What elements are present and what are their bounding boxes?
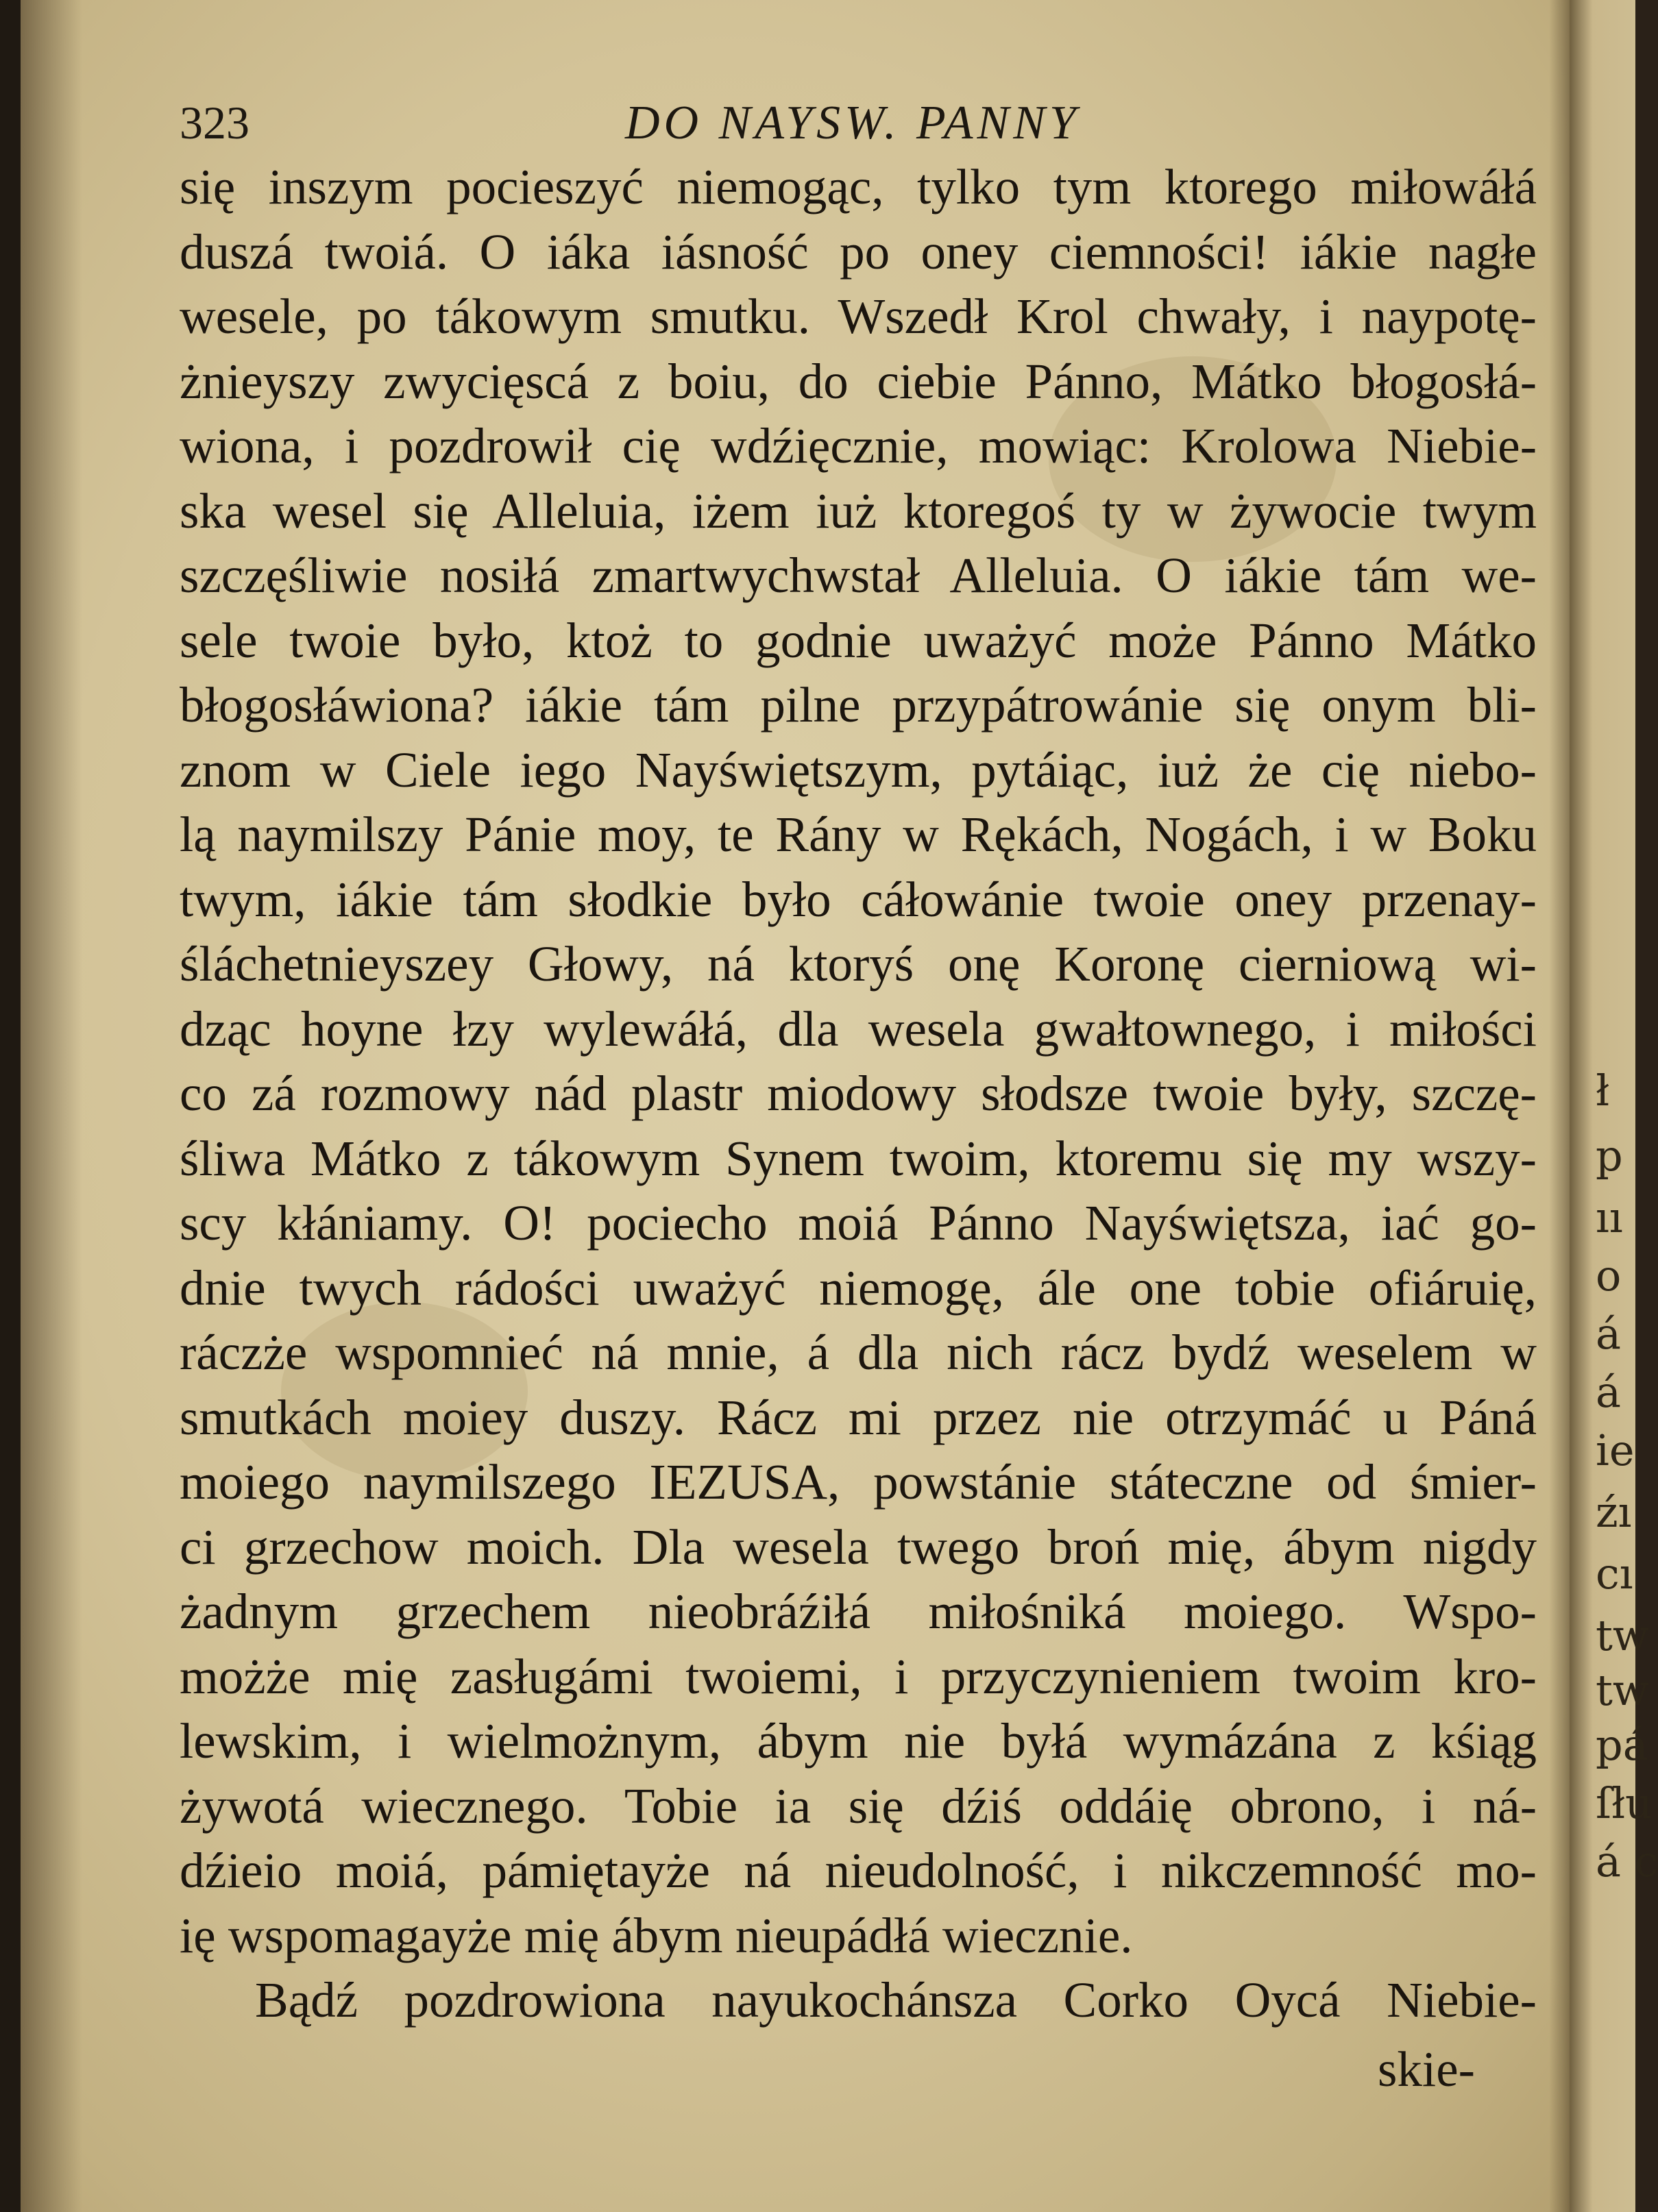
text-line: smutkách moiey duszy. Rácz mi przez nie otrzymáć u Páná <box>180 1389 1537 1445</box>
book-page <box>21 0 1597 2212</box>
adjacent-page-edge <box>1570 0 1658 2212</box>
text-line: znom w Ciele iego Nayświętszym, pytáiąc, iuż że cię niebo- <box>180 741 1537 798</box>
text-line: ię wspomagayże mię ábym nieupádłá wiecznie. <box>180 1907 1133 1963</box>
text-line: sele twoie było, ktoż to godnie uważyć może Pánno Mátko <box>180 612 1537 668</box>
running-head: DO NAYSW. PANNY <box>625 97 1080 149</box>
text-line: żywotá wiecznego. Tobie ia się dźiś oddáię obrono, i ná- <box>180 1778 1537 1834</box>
text-line: Bądź pozdrowiona nayukochánsza Corko Oycá Niebie- <box>255 1972 1537 2028</box>
adjacent-page-fragment: p <box>1596 1131 1623 1181</box>
text-line: śliwa Mátko z tákowym Synem twoim, ktoremu się my wszy- <box>180 1130 1537 1186</box>
adjacent-page-fragment: pá <box>1596 1720 1648 1770</box>
text-line: dząc hoyne łzy wylewáłá, dla wesela gwałtownego, i miłości <box>180 1000 1537 1057</box>
adjacent-page-fragment: ıı <box>1596 1192 1623 1242</box>
text-line: żnieyszy zwycięscá z boiu, do ciebie Pánno, Mátko błogosłá- <box>180 353 1537 409</box>
adjacent-page-fragment: ie <box>1596 1425 1635 1475</box>
body-text <box>180 155 1537 2033</box>
catchword: skie- <box>1378 2041 1475 2097</box>
page-number: 323 <box>180 97 249 149</box>
text-line: się inszym pocieszyć niemogąc, tylko tym ktorego miłowáłá <box>180 159 1537 214</box>
text-line: moiego naymilszego IEZUSA, powstánie státeczne od śmier- <box>180 1454 1537 1510</box>
page-header <box>180 96 1537 158</box>
text-line: scy kłániamy. O! pociecho moiá Pánno Nayświętsza, iać go- <box>180 1195 1537 1251</box>
text-line: ráczże wspomnieć ná mnie, á dla nich rácz bydź weselem w <box>180 1325 1537 1380</box>
adjacent-page-fragment: cı <box>1596 1549 1633 1599</box>
text-line: żadnym grzechem nieobráźiłá miłośniká moiego. Wspo- <box>180 1584 1537 1639</box>
text-line: duszá twoiá. O iáka iásność po oney ciemności! iákie nagłe <box>180 223 1537 280</box>
adjacent-page-fragment: ſłu <box>1596 1778 1653 1828</box>
adjacent-page-fragment: tw <box>1596 1610 1649 1660</box>
adjacent-page-fragment: á c <box>1596 1836 1658 1887</box>
text-line: lewskim, i wielmożnym, ábym nie byłá wymázána z kśiąg <box>180 1713 1537 1769</box>
adjacent-page-fragment: á <box>1596 1367 1621 1417</box>
text-line: błogosłáwiona? iákie tám pilne przypátrowánie się onym bli- <box>180 677 1537 733</box>
text-line: dnie twych rádości uważyć niemogę, ále one tobie ofiáruię, <box>180 1259 1537 1316</box>
text-line: twym, iákie tám słodkie było cáłowánie twoie oney przenay- <box>180 871 1537 927</box>
text-line: dźieio moiá, pámiętayże ná nieudolność, i nikczemność mo- <box>180 1843 1537 1898</box>
text-line: ci grzechow moich. Dla wesela twego broń mię, ábym nigdy <box>180 1519 1537 1575</box>
text-line: wesele, po tákowym smutku. Wszedł Krol chwały, i naypotę- <box>180 288 1537 344</box>
text-line: co zá rozmowy nád plastr miodowy słodsze twoie były, szczę- <box>180 1066 1537 1121</box>
text-line: możże mię zasługámi twoiemi, i przyczynieniem twoim kro- <box>180 1648 1537 1704</box>
adjacent-page-fragment: tw <box>1596 1665 1649 1715</box>
adjacent-page-fragment: źı <box>1596 1487 1632 1537</box>
text-line: ska wesel się Alleluia, iżem iuż ktoregoś ty w żywocie twym <box>180 482 1537 539</box>
text-line: śláchetnieyszey Głowy, ná ktoryś onę Koronę cierniową wi- <box>180 936 1537 992</box>
page-edge-shadow <box>21 0 82 2212</box>
adjacent-page-fragment: o <box>1596 1251 1622 1301</box>
text-line: szczęśliwie nosiłá zmartwychwstał Alleluia. O iákie tám we- <box>180 548 1537 603</box>
adjacent-page-fragment: á <box>1596 1309 1621 1359</box>
text-line: wiona, i pozdrowił cię wdźięcznie, mowiąc: Krolowa Niebie- <box>180 418 1537 474</box>
text-line: lą naymilszy Pánie moy, te Rány w Rękách, Nogách, i w Boku <box>180 807 1537 862</box>
adjacent-page-fragment: ł <box>1596 1066 1610 1116</box>
